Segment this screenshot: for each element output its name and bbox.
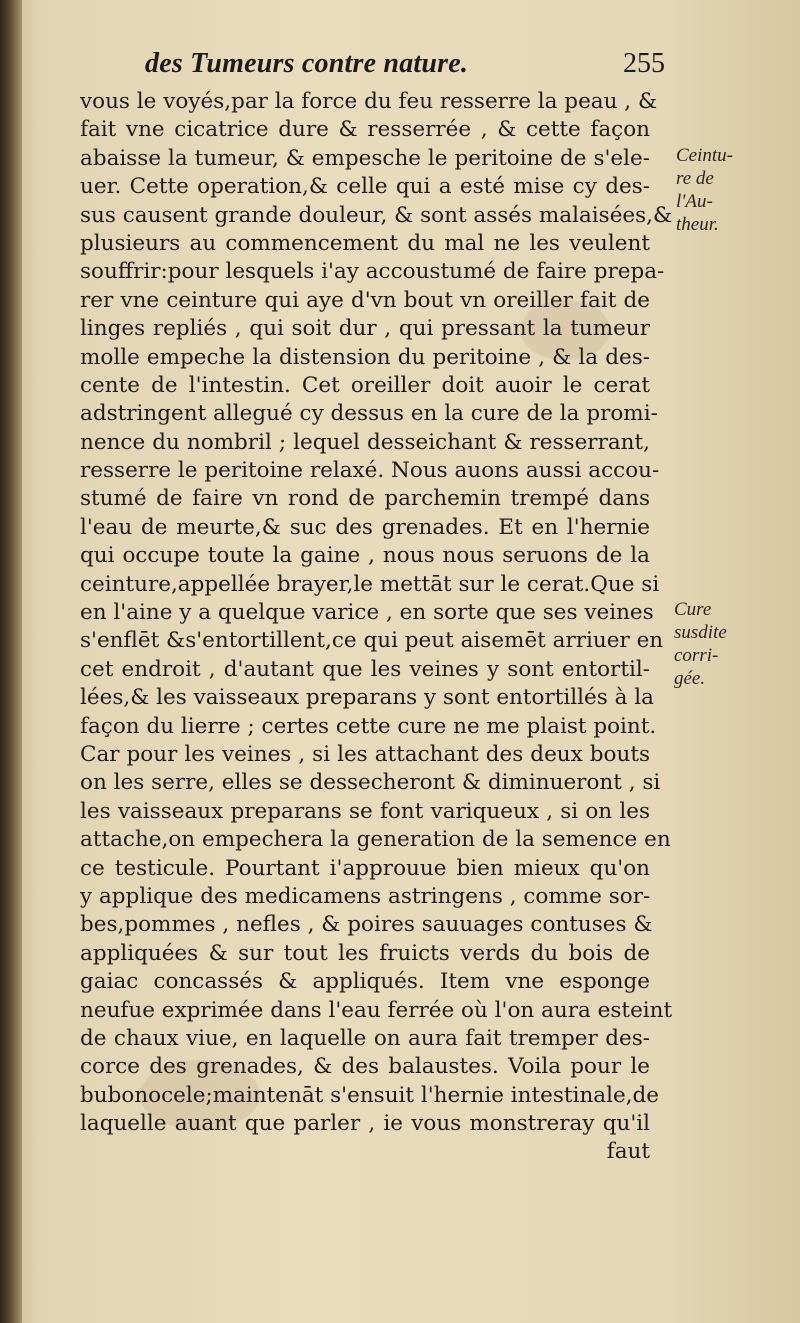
text-line: façon du lierre ; certes cette cure ne me plaist point. bbox=[80, 713, 657, 739]
text-line: attache,on empechera la generation de la semence en bbox=[80, 827, 671, 853]
text-line: vous le voyés,par la force du feu resserre la peau , & bbox=[80, 89, 658, 114]
margin-note-line: Cure bbox=[674, 599, 712, 620]
text-line: linges repliés , qui soit dur , qui pressant la tumeur bbox=[80, 316, 650, 342]
text-line: de chaux viue, en laquelle on aura fait tremper des- bbox=[80, 1025, 650, 1051]
text-line: qui occupe toute la gaine , nous nous seruons de la bbox=[80, 543, 650, 569]
running-title: des Tumeurs contre nature. bbox=[145, 48, 469, 79]
text-line: cente de l'intestin. Cet oreiller doit auoir le cerat bbox=[80, 372, 650, 398]
margin-note-line: l'Au- bbox=[676, 191, 713, 212]
page-header bbox=[145, 48, 665, 84]
text-line: en l'aine y a quelque varice , en sorte que ses veines bbox=[80, 600, 654, 626]
margin-note-cure bbox=[674, 598, 794, 690]
margin-note-line: theur. bbox=[676, 214, 719, 235]
body-text bbox=[80, 88, 673, 1167]
text-line: bes,pommes , nefles , & poires sauuages contuses & bbox=[80, 912, 653, 938]
text-line: appliquées & sur tout les fruicts verds du bois de bbox=[80, 940, 650, 966]
text-line: Car pour les veines , si les attachant des deux bouts bbox=[80, 741, 650, 767]
margin-note-line: gée. bbox=[674, 668, 706, 689]
text-line: souffrir:pour lesquels i'ay accoustumé de faire prepa- bbox=[80, 259, 665, 285]
margin-note-line: susdite bbox=[674, 622, 727, 643]
text-line: adstringent allegué cy dessus en la cure de la promi- bbox=[80, 401, 658, 427]
text-line: ceinture,appellée brayer,le mettāt sur le cerat.Que si bbox=[80, 571, 660, 597]
catchword: faut bbox=[606, 1139, 650, 1165]
text-line: abaisse la tumeur, & empesche le peritoine de s'ele- bbox=[80, 145, 650, 171]
text-line: resserre le peritoine relaxé. Nous auons aussi accou- bbox=[80, 458, 660, 484]
margin-note-line: Ceintu- bbox=[676, 145, 733, 166]
text-line: molle empeche la distension du peritoine , & la des- bbox=[80, 344, 650, 370]
margin-note-line: re de bbox=[676, 168, 714, 189]
margin-note-ceinture bbox=[676, 144, 796, 236]
text-line: les vaisseaux preparans se font variqueux , si on les bbox=[80, 798, 650, 824]
text-line: bubonocele;maintenāt s'ensuit l'hernie intestinale,de bbox=[80, 1082, 660, 1108]
text-line: fait vne cicatrice dure & resserrée , & cette façon bbox=[80, 117, 650, 143]
text-line: l'eau de meurte,& suc des grenades. Et en l'hernie bbox=[80, 514, 650, 540]
page-number: 255 bbox=[623, 48, 665, 79]
text-line: rer vne ceinture qui aye d'vn bout vn oreiller fait de bbox=[80, 287, 650, 313]
text-line: lées,& les vaisseaux preparans y sont entortillés à la bbox=[80, 685, 654, 711]
text-line: s'enflēt &s'entortillent,ce qui peut aisemēt arriuer en bbox=[80, 628, 664, 654]
text-line: stumé de faire vn rond de parchemin trempé dans bbox=[80, 486, 650, 512]
text-line: sus causent grande douleur, & sont assés malaisées,& bbox=[80, 202, 673, 228]
text-line: cet endroit , d'autant que les veines y sont entortil- bbox=[80, 656, 650, 682]
text-line: laquelle auant que parler , ie vous monstreray qu'il bbox=[80, 1111, 650, 1137]
text-line: plusieurs au commencement du mal ne les veulent bbox=[80, 230, 650, 256]
book-gutter bbox=[0, 0, 22, 1323]
text-line: gaiac concassés & appliqués. Item vne esponge bbox=[80, 969, 650, 995]
text-line: corce des grenades, & des balaustes. Voila pour le bbox=[80, 1054, 650, 1080]
text-line: y applique des medicamens astringens , comme sor- bbox=[80, 883, 651, 909]
text-line: nence du nombril ; lequel desseichant & resserrant, bbox=[80, 429, 650, 455]
text-line: on les serre, elles se dessecheront & diminueront , si bbox=[80, 770, 661, 796]
text-line: neufue exprimée dans l'eau ferrée où l'on aura esteint bbox=[80, 997, 673, 1023]
text-line: ce testicule. Pourtant i'approuue bien mieux qu'on bbox=[80, 855, 650, 881]
margin-note-line: corri- bbox=[674, 645, 719, 666]
text-line: uer. Cette operation,& celle qui a esté mise cy des- bbox=[80, 174, 650, 200]
